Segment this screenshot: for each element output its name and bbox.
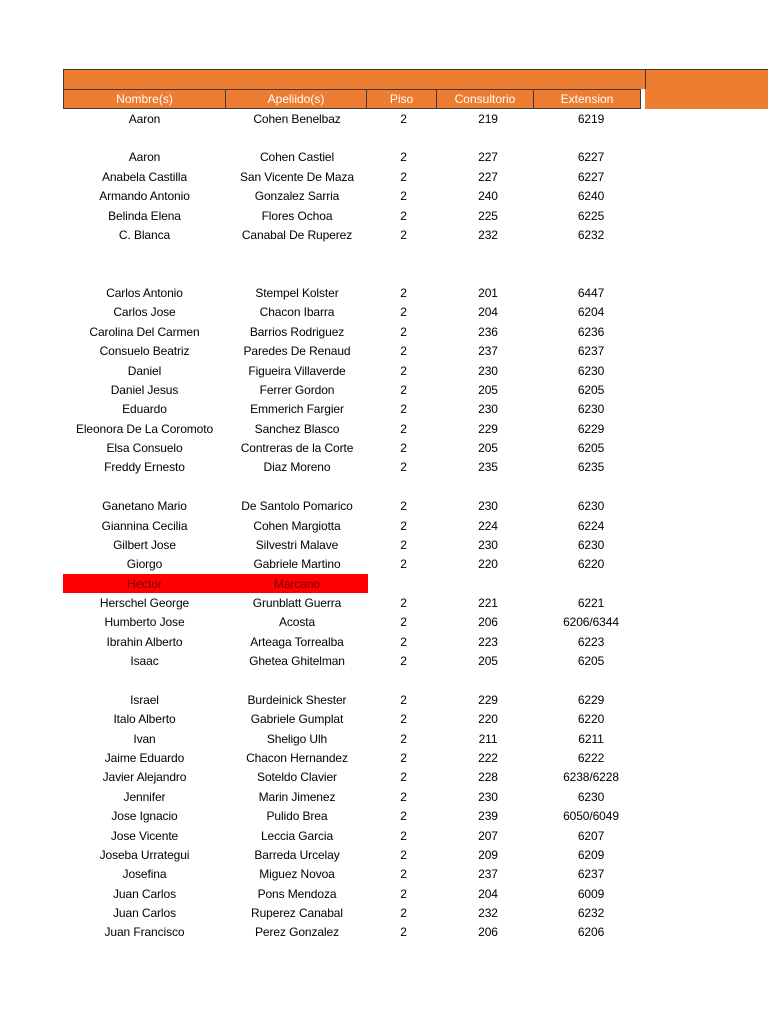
cell-consultorio[interactable]: 232 xyxy=(478,227,498,242)
table-row xyxy=(63,865,645,884)
cell-consultorio[interactable] xyxy=(439,671,537,690)
cell-extension[interactable]: 6240 xyxy=(577,189,605,204)
cell-piso[interactable]: 2 xyxy=(400,731,407,746)
table-row xyxy=(63,884,645,903)
table-row xyxy=(63,923,645,942)
table-row xyxy=(63,322,645,341)
cell-nombre[interactable]: Eleonora De La Coromoto xyxy=(75,421,214,436)
cell-apellido[interactable]: Chacon Ibarra xyxy=(259,305,335,320)
cell-consultorio[interactable]: 204 xyxy=(478,305,498,320)
cell-consultorio[interactable]: 228 xyxy=(478,770,498,785)
table-row xyxy=(63,535,645,554)
cell-piso[interactable]: 2 xyxy=(400,305,407,320)
cell-extension[interactable]: 6222 xyxy=(577,751,605,766)
cell-apellido[interactable] xyxy=(226,671,368,690)
cell-apellido[interactable]: Ghetea Ghitelman xyxy=(249,654,345,669)
cell-apellido[interactable]: Marcano xyxy=(226,574,368,593)
cell-piso[interactable]: 2 xyxy=(400,906,407,921)
cell-extension[interactable] xyxy=(537,477,645,496)
cell-piso[interactable]: 2 xyxy=(400,286,407,301)
header-consultorio[interactable]: Consultorio xyxy=(436,89,534,109)
table-row xyxy=(63,555,645,574)
cell-extension[interactable]: 6237 xyxy=(577,867,605,882)
table-row xyxy=(63,593,645,612)
cell-nombre[interactable]: Italo Alberto xyxy=(113,712,176,727)
cell-extension[interactable]: 6205 xyxy=(577,382,605,397)
cell-extension[interactable]: 6220 xyxy=(577,557,605,572)
cell-consultorio[interactable]: 236 xyxy=(478,324,498,339)
cell-extension[interactable]: 6050/6049 xyxy=(563,809,619,824)
cell-apellido[interactable]: Perez Gonzalez xyxy=(255,925,339,940)
table-row xyxy=(63,342,645,361)
cell-nombre[interactable]: Daniel xyxy=(127,363,162,378)
header-extension[interactable]: Extension xyxy=(533,89,641,109)
table-row xyxy=(63,148,645,167)
cell-piso[interactable] xyxy=(368,245,439,264)
cell-consultorio[interactable] xyxy=(439,477,537,496)
cell-piso[interactable]: 2 xyxy=(400,828,407,843)
cell-extension[interactable]: 6230 xyxy=(577,402,605,417)
header-nombre[interactable]: Nombre(s) xyxy=(63,89,226,109)
cell-apellido[interactable] xyxy=(226,264,368,283)
cell-piso[interactable]: 2 xyxy=(400,615,407,630)
cell-apellido[interactable]: Chacon Hernandez xyxy=(246,751,348,766)
cell-consultorio[interactable]: 230 xyxy=(478,363,498,378)
cell-apellido[interactable]: Cohen Benelbaz xyxy=(253,111,341,126)
cell-apellido[interactable]: Silvestri Malave xyxy=(255,537,339,552)
cell-piso[interactable]: 2 xyxy=(400,324,407,339)
table-row xyxy=(63,380,645,399)
cell-piso[interactable]: 2 xyxy=(400,557,407,572)
cell-consultorio[interactable]: 230 xyxy=(478,499,498,514)
table-row xyxy=(63,264,645,283)
cell-apellido[interactable]: Burdeinick Shester xyxy=(247,692,347,707)
table-row xyxy=(63,497,645,516)
cell-consultorio[interactable] xyxy=(439,264,537,283)
cell-piso[interactable]: 2 xyxy=(400,460,407,475)
cell-extension[interactable]: 6227 xyxy=(577,150,605,165)
cell-consultorio[interactable]: 205 xyxy=(478,441,498,456)
cell-nombre[interactable]: C. Blanca xyxy=(118,227,171,242)
table-header xyxy=(63,89,641,109)
cell-consultorio[interactable]: 237 xyxy=(478,867,498,882)
cell-nombre[interactable]: Daniel Jesus xyxy=(110,382,179,397)
cell-extension[interactable]: 6232 xyxy=(577,227,605,242)
cell-apellido[interactable] xyxy=(226,477,368,496)
table-row-highlighted xyxy=(63,574,645,593)
cell-apellido[interactable]: Sanchez Blasco xyxy=(254,421,340,436)
cell-apellido[interactable]: De Santolo Pomarico xyxy=(241,499,353,514)
table-row xyxy=(63,690,645,709)
table-row xyxy=(63,167,645,186)
cell-consultorio[interactable]: 205 xyxy=(478,382,498,397)
cell-extension[interactable]: 6206 xyxy=(577,925,605,940)
cell-consultorio[interactable]: 201 xyxy=(478,286,498,301)
cell-piso[interactable] xyxy=(368,264,439,283)
cell-extension[interactable]: 6229 xyxy=(577,421,605,436)
cell-consultorio[interactable]: 237 xyxy=(478,344,498,359)
cell-nombre[interactable] xyxy=(63,245,226,264)
cell-nombre[interactable]: Javier Alejandro xyxy=(102,770,187,785)
cell-piso[interactable]: 2 xyxy=(400,208,407,223)
cell-piso[interactable]: 2 xyxy=(400,227,407,242)
cell-consultorio[interactable]: 229 xyxy=(478,421,498,436)
cell-extension[interactable]: 6230 xyxy=(577,499,605,514)
cell-nombre[interactable]: Belinda Elena xyxy=(108,208,181,223)
cell-piso[interactable] xyxy=(368,671,439,690)
cell-nombre[interactable] xyxy=(63,264,226,283)
header-piso[interactable]: Piso xyxy=(366,89,437,109)
cell-nombre[interactable]: Giannina Cecilia xyxy=(101,518,188,533)
cell-piso[interactable]: 2 xyxy=(400,654,407,669)
cell-piso[interactable]: 2 xyxy=(400,886,407,901)
cell-extension[interactable]: 6229 xyxy=(577,692,605,707)
cell-apellido[interactable]: Grunblatt Guerra xyxy=(252,596,342,611)
cell-piso[interactable]: 2 xyxy=(400,189,407,204)
table-row xyxy=(63,903,645,922)
cell-extension[interactable] xyxy=(537,245,645,264)
cell-nombre[interactable] xyxy=(63,477,226,496)
cell-apellido[interactable]: Canabal De Ruperez xyxy=(241,227,353,242)
cell-piso[interactable] xyxy=(368,574,439,593)
cell-consultorio[interactable]: 235 xyxy=(478,460,498,475)
table-row xyxy=(63,613,645,632)
cell-nombre[interactable]: Giorgo xyxy=(126,557,163,572)
table-row xyxy=(63,283,645,302)
cell-apellido[interactable]: Gabriele Martino xyxy=(253,557,341,572)
cell-piso[interactable] xyxy=(368,128,439,147)
table-row xyxy=(63,458,645,477)
cell-nombre[interactable] xyxy=(63,671,226,690)
table-row xyxy=(63,109,645,128)
cell-consultorio[interactable]: 221 xyxy=(478,596,498,611)
table-row xyxy=(63,419,645,438)
cell-apellido[interactable]: Paredes De Renaud xyxy=(243,344,351,359)
cell-extension[interactable]: 6220 xyxy=(577,712,605,727)
cell-apellido[interactable]: Ruperez Canabal xyxy=(251,906,343,921)
cell-piso[interactable]: 2 xyxy=(400,150,407,165)
table-row xyxy=(63,206,645,225)
table-row xyxy=(63,729,645,748)
table-row xyxy=(63,245,645,264)
cell-apellido[interactable]: Stempel Kolster xyxy=(255,286,339,301)
cell-piso[interactable]: 2 xyxy=(400,789,407,804)
cell-apellido[interactable]: Pulido Brea xyxy=(266,809,328,824)
cell-nombre[interactable]: Joseba Urrategui xyxy=(99,847,190,862)
cell-piso[interactable]: 2 xyxy=(400,537,407,552)
table-row xyxy=(63,128,645,147)
table-row xyxy=(63,400,645,419)
cell-extension[interactable]: 6236 xyxy=(577,324,605,339)
cell-consultorio[interactable]: 230 xyxy=(478,789,498,804)
cell-extension[interactable]: 6207 xyxy=(577,828,605,843)
cell-piso[interactable]: 2 xyxy=(400,499,407,514)
cell-piso[interactable]: 2 xyxy=(400,402,407,417)
cell-piso[interactable]: 2 xyxy=(400,363,407,378)
cell-piso[interactable]: 2 xyxy=(400,847,407,862)
table-row xyxy=(63,187,645,206)
cell-consultorio[interactable]: 239 xyxy=(478,809,498,824)
cell-apellido[interactable] xyxy=(226,245,368,264)
cell-piso[interactable]: 2 xyxy=(400,867,407,882)
cell-extension[interactable] xyxy=(537,128,645,147)
cell-piso[interactable]: 2 xyxy=(400,770,407,785)
cell-nombre[interactable]: Carlos Antonio xyxy=(106,286,183,301)
table-row xyxy=(63,845,645,864)
cell-piso[interactable]: 2 xyxy=(400,382,407,397)
cell-apellido[interactable]: Emmerich Fargier xyxy=(250,402,344,417)
cell-nombre[interactable]: Aaron xyxy=(128,150,161,165)
cell-extension[interactable]: 6232 xyxy=(577,906,605,921)
cell-extension[interactable] xyxy=(537,574,645,593)
cell-apellido[interactable]: Figueira Villaverde xyxy=(248,363,346,378)
cell-apellido[interactable]: Leccia Garcia xyxy=(260,828,334,843)
cell-apellido[interactable]: San Vicente De Maza xyxy=(240,169,354,184)
cell-extension[interactable]: 6227 xyxy=(577,169,605,184)
table-row xyxy=(63,787,645,806)
cell-consultorio[interactable]: 219 xyxy=(478,111,498,126)
cell-consultorio[interactable]: 207 xyxy=(478,828,498,843)
cell-consultorio[interactable]: 223 xyxy=(478,634,498,649)
cell-apellido[interactable]: Miguez Novoa xyxy=(259,867,335,882)
cell-extension[interactable]: 6238/6228 xyxy=(563,770,619,785)
cell-apellido[interactable]: Sheligo Ulh xyxy=(266,731,328,746)
cell-consultorio[interactable]: 206 xyxy=(478,615,498,630)
cell-piso[interactable]: 2 xyxy=(400,169,407,184)
table-row xyxy=(63,748,645,767)
title-bar xyxy=(63,69,768,89)
cell-consultorio[interactable]: 240 xyxy=(478,189,498,204)
cell-nombre[interactable]: Elsa Consuelo xyxy=(106,441,183,456)
cell-consultorio[interactable]: 224 xyxy=(478,518,498,533)
table-row xyxy=(63,303,645,322)
cell-nombre[interactable]: Jose Vicente xyxy=(110,828,179,843)
cell-consultorio[interactable]: 229 xyxy=(478,692,498,707)
cell-nombre[interactable]: Carlos Jose xyxy=(113,305,176,320)
cell-apellido[interactable]: Acosta xyxy=(278,615,316,630)
cell-consultorio[interactable]: 225 xyxy=(478,208,498,223)
cell-extension[interactable]: 6206/6344 xyxy=(563,615,619,630)
cell-consultorio[interactable]: 206 xyxy=(478,925,498,940)
cell-piso[interactable]: 2 xyxy=(400,344,407,359)
table-row xyxy=(63,710,645,729)
cell-nombre[interactable]: Jaime Eduardo xyxy=(104,751,185,766)
cell-piso[interactable]: 2 xyxy=(400,692,407,707)
cell-apellido[interactable]: Ferrer Gordon xyxy=(259,382,335,397)
cell-nombre[interactable]: Juan Carlos xyxy=(113,886,176,901)
cell-piso[interactable]: 2 xyxy=(400,712,407,727)
cell-apellido[interactable]: Flores Ochoa xyxy=(261,208,333,223)
cell-extension[interactable]: 6230 xyxy=(577,789,605,804)
header-fill xyxy=(645,89,768,109)
cell-apellido[interactable]: Soteldo Clavier xyxy=(257,770,337,785)
cell-nombre[interactable]: Juan Francisco xyxy=(104,925,185,940)
cell-extension[interactable]: 6221 xyxy=(577,596,605,611)
cell-consultorio[interactable]: 205 xyxy=(478,654,498,669)
cell-extension[interactable]: 6225 xyxy=(577,208,605,223)
table-row xyxy=(63,361,645,380)
cell-piso[interactable]: 2 xyxy=(400,751,407,766)
cell-apellido[interactable]: Barreda Urcelay xyxy=(254,847,340,862)
cell-consultorio[interactable]: 211 xyxy=(478,731,498,746)
cell-nombre[interactable]: Consuelo Beatriz xyxy=(99,344,190,359)
cell-nombre[interactable]: Freddy Ernesto xyxy=(104,460,185,475)
cell-nombre[interactable]: Josefina xyxy=(122,867,167,882)
cell-piso[interactable]: 2 xyxy=(400,809,407,824)
cell-consultorio[interactable]: 232 xyxy=(478,906,498,921)
cell-nombre[interactable]: Aaron xyxy=(128,111,161,126)
cell-apellido[interactable]: Arteaga Torrealba xyxy=(250,634,344,649)
table-row xyxy=(63,807,645,826)
cell-nombre[interactable] xyxy=(63,128,226,147)
cell-consultorio[interactable]: 227 xyxy=(478,150,498,165)
cell-apellido[interactable]: Cohen Margiotta xyxy=(253,518,341,533)
cell-nombre[interactable]: Anabela Castilla xyxy=(101,169,188,184)
cell-nombre[interactable]: Ivan xyxy=(133,731,156,746)
cell-apellido[interactable] xyxy=(226,128,368,147)
cell-extension[interactable]: 6209 xyxy=(577,847,605,862)
cell-nombre[interactable]: Jennifer xyxy=(123,789,166,804)
cell-nombre[interactable]: Ibrahin Alberto xyxy=(106,634,183,649)
table-row xyxy=(63,632,645,651)
cell-consultorio[interactable] xyxy=(439,574,537,593)
cell-extension[interactable]: 6219 xyxy=(577,111,605,126)
cell-extension[interactable]: 6235 xyxy=(577,460,605,475)
cell-extension[interactable] xyxy=(537,264,645,283)
cell-nombre[interactable]: Hector xyxy=(63,574,226,593)
table-row xyxy=(63,438,645,457)
cell-consultorio[interactable]: 209 xyxy=(478,847,498,862)
cell-apellido[interactable]: Cohen Castiel xyxy=(259,150,335,165)
cell-consultorio[interactable]: 230 xyxy=(478,537,498,552)
cell-apellido[interactable]: Diaz Moreno xyxy=(263,460,331,475)
cell-nombre[interactable]: Carolina Del Carmen xyxy=(89,324,200,339)
cell-consultorio[interactable]: 220 xyxy=(478,557,498,572)
table-row xyxy=(63,768,645,787)
cell-consultorio[interactable]: 220 xyxy=(478,712,498,727)
cell-extension[interactable]: 6230 xyxy=(577,363,605,378)
cell-piso[interactable]: 2 xyxy=(400,441,407,456)
cell-piso[interactable] xyxy=(368,477,439,496)
cell-nombre[interactable]: Gilbert Jose xyxy=(113,537,176,552)
table-row xyxy=(63,477,645,496)
cell-consultorio[interactable]: 204 xyxy=(478,886,498,901)
cell-extension[interactable]: 6230 xyxy=(577,537,605,552)
cell-piso[interactable]: 2 xyxy=(400,518,407,533)
cell-apellido[interactable]: Gabriele Gumplat xyxy=(250,712,344,727)
table-row xyxy=(63,516,645,535)
table-body xyxy=(63,109,645,942)
cell-extension[interactable]: 6223 xyxy=(577,634,605,649)
table-row xyxy=(63,671,645,690)
cell-extension[interactable]: 6447 xyxy=(577,286,605,301)
cell-piso[interactable]: 2 xyxy=(400,421,407,436)
cell-nombre[interactable]: Ganetano Mario xyxy=(102,499,187,514)
cell-nombre[interactable]: Israel xyxy=(130,692,159,707)
cell-nombre[interactable]: Eduardo xyxy=(122,402,167,417)
cell-extension[interactable]: 6009 xyxy=(577,886,605,901)
table-row xyxy=(63,652,645,671)
cell-consultorio[interactable] xyxy=(439,128,537,147)
cell-nombre[interactable]: Humberto Jose xyxy=(104,615,185,630)
table-row xyxy=(63,225,645,244)
title-merged-cell[interactable] xyxy=(64,70,646,89)
cell-piso[interactable]: 2 xyxy=(400,111,407,126)
cell-extension[interactable]: 6205 xyxy=(577,441,605,456)
cell-extension[interactable]: 6204 xyxy=(577,305,605,320)
cell-extension[interactable]: 6237 xyxy=(577,344,605,359)
cell-nombre[interactable]: Isaac xyxy=(130,654,159,669)
cell-apellido[interactable]: Pons Mendoza xyxy=(257,886,337,901)
cell-piso[interactable]: 2 xyxy=(400,634,407,649)
cell-extension[interactable]: 6211 xyxy=(578,731,604,746)
cell-apellido[interactable]: Barrios Rodriguez xyxy=(249,324,345,339)
cell-piso[interactable]: 2 xyxy=(400,925,407,940)
cell-apellido[interactable]: Marin Jimenez xyxy=(258,789,336,804)
cell-extension[interactable] xyxy=(537,671,645,690)
cell-apellido[interactable]: Gonzalez Sarria xyxy=(254,189,340,204)
cell-nombre[interactable]: Jose Ignacio xyxy=(111,809,178,824)
cell-apellido[interactable]: Contreras de la Corte xyxy=(240,441,354,456)
cell-consultorio[interactable]: 222 xyxy=(478,751,498,766)
cell-consultorio[interactable]: 230 xyxy=(478,402,498,417)
header-apellido[interactable]: Apeliido(s) xyxy=(225,89,367,109)
cell-piso[interactable]: 2 xyxy=(400,596,407,611)
cell-nombre[interactable]: Herschel George xyxy=(99,596,190,611)
cell-nombre[interactable]: Armando Antonio xyxy=(99,189,190,204)
cell-nombre[interactable]: Juan Carlos xyxy=(113,906,176,921)
cell-extension[interactable]: 6205 xyxy=(577,654,605,669)
cell-consultorio[interactable] xyxy=(439,245,537,264)
cell-consultorio[interactable]: 227 xyxy=(478,169,498,184)
cell-extension[interactable]: 6224 xyxy=(577,518,605,533)
table-row xyxy=(63,826,645,845)
